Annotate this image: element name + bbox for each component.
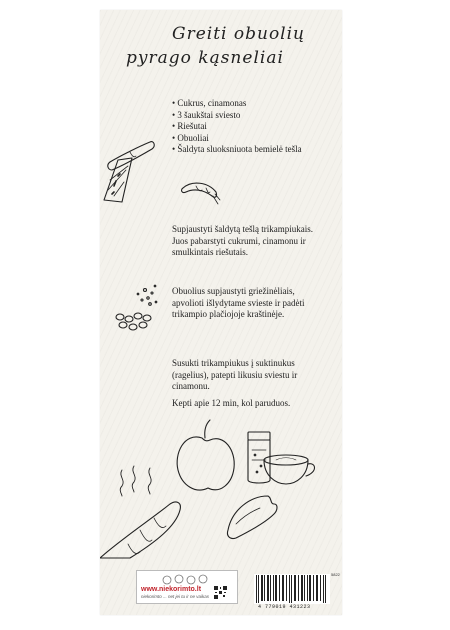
logo-tagline: niekorimto ... net jei tu ir ne vaikas bbox=[141, 594, 210, 599]
apple-drawing bbox=[177, 420, 234, 490]
ingredients-list bbox=[172, 98, 332, 156]
ingredient-item: • Šaldyta sluoksniuota bemielė tešla bbox=[172, 144, 332, 156]
nuts-drawing bbox=[137, 285, 157, 305]
product-code: 5822 bbox=[331, 572, 340, 577]
barcode-number: 4 779019 431223 bbox=[258, 604, 311, 610]
steam-drawing bbox=[120, 466, 151, 496]
ingredient-item: • Obuoliai bbox=[172, 133, 332, 145]
title-line-1: Greiti obuolių bbox=[172, 24, 305, 44]
step-1: Supjaustyti šaldytą tešlą trikampiukais. Juos pabarstyti cukrumi, cinamonu ir smulkintais riešutais. bbox=[172, 224, 313, 257]
ingredient-item: • Cukrus, cinamonas bbox=[172, 98, 332, 110]
logo-url: www.niekorimto.lt bbox=[141, 586, 202, 593]
ingredient-item: • 3 šaukštai sviesto bbox=[172, 110, 332, 122]
title-line-2: pyrago kąsneliai bbox=[126, 48, 284, 68]
coffee-cup-drawing bbox=[264, 455, 315, 484]
logo-figures-icon bbox=[157, 572, 217, 586]
barcode-icon bbox=[254, 574, 330, 604]
bitten-pastry-drawing bbox=[227, 496, 277, 539]
rolled-dough-drawing bbox=[108, 142, 154, 170]
croissant-large-drawing bbox=[100, 502, 180, 558]
step-2: Obuolius supjaustyti griežinėliais, apvolioti išlydytame svieste ir padėti trikampio plačiojoje kraštinėje. bbox=[172, 286, 305, 319]
ingredient-item: • Riešutai bbox=[172, 121, 332, 133]
qr-code-icon bbox=[214, 586, 227, 599]
step-4: Kepti apie 12 min, kol paruduos. bbox=[172, 398, 291, 408]
apple-slices-drawing bbox=[116, 313, 151, 330]
croissant-small-drawing bbox=[182, 183, 220, 204]
recipe-title bbox=[126, 22, 340, 70]
step-3: Susukti trikampiukus į suktinukus (ragelius), patepti likusiu sviestu ir cinamonu. bbox=[172, 358, 298, 391]
